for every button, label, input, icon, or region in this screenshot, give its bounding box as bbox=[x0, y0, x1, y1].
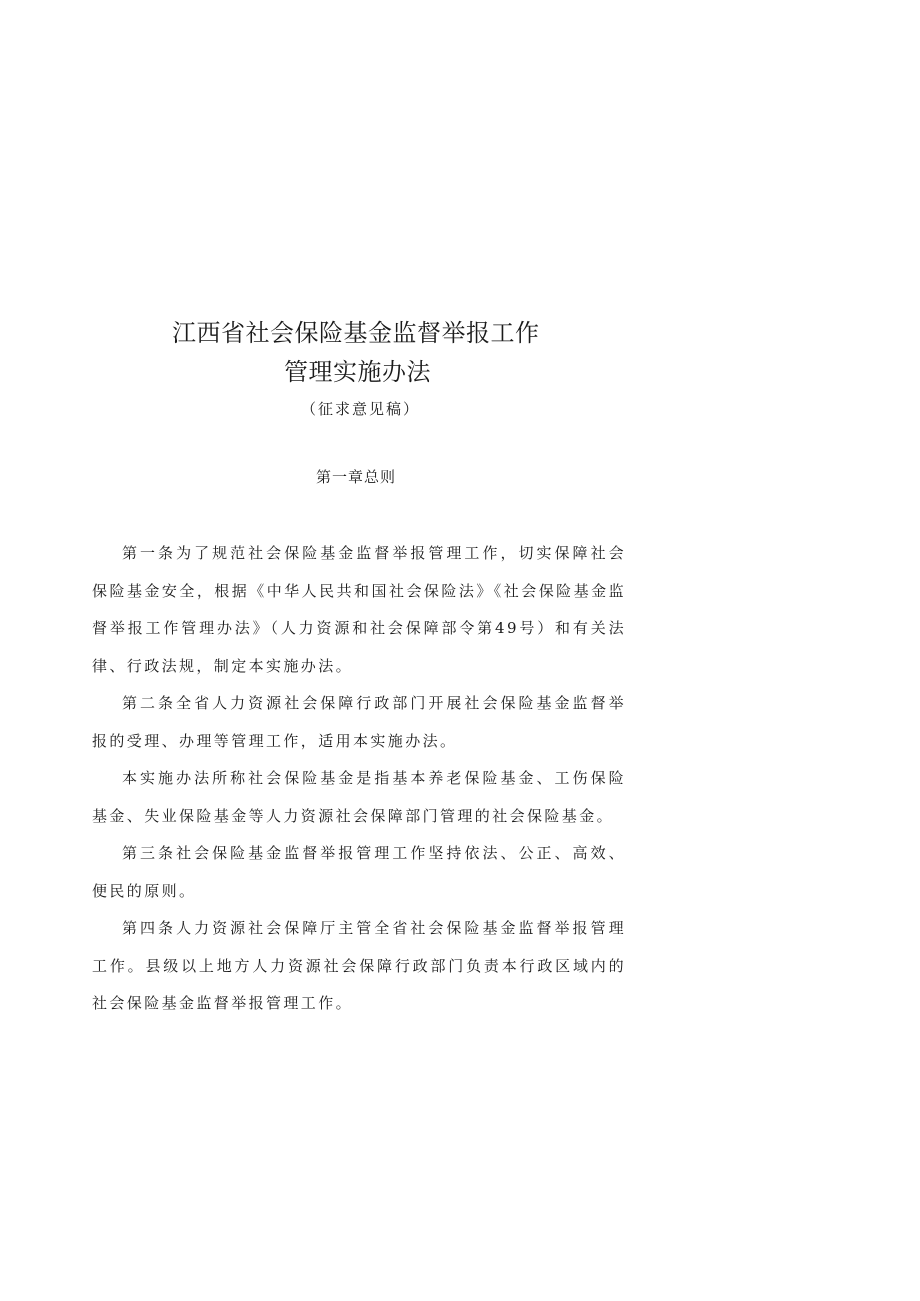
paragraph-article-2: 第二条全省人力资源社会保障行政部门开展社会保险基金监督举报的受理、办理等管理工作，适用本实施办法。 bbox=[92, 694, 626, 750]
paragraph-article-2-definition: 本实施办法所称社会保险基金是指基本养老保险基金、工伤保险基金、失业保险基金等人力资源社会保障部门管理的社会保险基金。 bbox=[92, 769, 626, 825]
paragraph-article-3: 第三条社会保险基金监督举报管理工作坚持依法、公正、高效、便民的原则。 bbox=[92, 844, 626, 900]
document-body bbox=[92, 535, 626, 1023]
document-title-line-2: 管理实施办法 bbox=[284, 358, 431, 386]
document-subtitle: （征求意见稿） bbox=[301, 400, 421, 418]
paragraph-article-1: 第一条为了规范社会保险基金监督举报管理工作，切实保障社会保险基金安全，根据《中华人民共和国社会保险法》《社会保险基金监督举报工作管理办法》（人力资源和社会保障部令第49号）和有关法律、行政法规，制定本实施办法。 bbox=[92, 544, 626, 675]
paragraph-article-4: 第四条人力资源社会保障厅主管全省社会保险基金监督举报管理工作。县级以上地方人力资源社会保障行政部门负责本行政区域内的社会保险基金监督举报管理工作。 bbox=[92, 919, 626, 1012]
chapter-heading: 第一章总则 bbox=[316, 468, 397, 486]
document-title-line-1: 江西省社会保险基金监督举报工作 bbox=[172, 319, 540, 347]
